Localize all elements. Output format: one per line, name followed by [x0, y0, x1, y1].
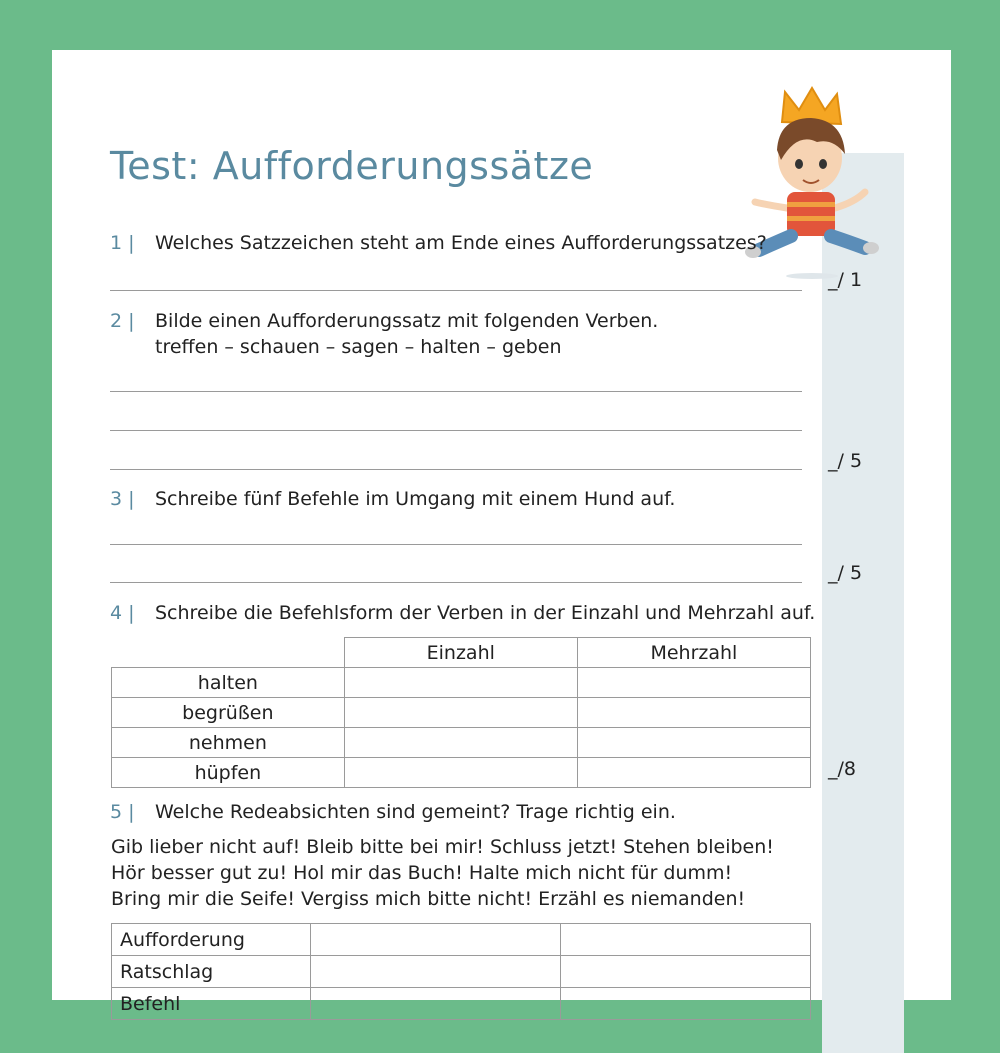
question-2-score: _/ 5 [828, 450, 863, 472]
intent-label: Aufforderung [112, 924, 311, 956]
table-row [112, 956, 811, 988]
question-2-text: Bilde einen Aufforderungssatz mit folgenden Verben. [155, 310, 659, 332]
table-row [112, 668, 811, 698]
question-4-number: 4 | [110, 602, 135, 624]
answer-cell[interactable] [344, 728, 577, 758]
answer-cell[interactable] [577, 668, 810, 698]
question-1-number: 1 | [110, 232, 135, 254]
answer-cell[interactable] [344, 758, 577, 788]
table-corner [112, 638, 345, 668]
question-2-verbs: treffen – schauen – sagen – halten – geben [155, 336, 562, 358]
question-4-text: Schreibe die Befehlsform der Verben in der Einzahl und Mehrzahl auf. [155, 602, 816, 624]
sentence-line: Bring mir die Seife! Vergiss mich bitte nicht! Erzähl es niemanden! [111, 888, 746, 910]
answer-cell[interactable] [577, 728, 810, 758]
intent-label: Befehl [112, 988, 311, 1020]
table-row [112, 758, 811, 788]
verb-cell: nehmen [112, 728, 345, 758]
question-1-score: _/ 1 [828, 269, 863, 291]
answer-cell[interactable] [577, 698, 810, 728]
answer-line[interactable] [110, 430, 802, 431]
worksheet-page [52, 50, 951, 1015]
answer-cell[interactable] [561, 988, 811, 1020]
answer-cell[interactable] [561, 924, 811, 956]
table-row [112, 698, 811, 728]
question-4-score: _/8 [828, 758, 856, 780]
speech-intent-table [111, 923, 811, 1020]
question-1-text: Welches Satzzeichen steht am Ende eines Aufforderungssatzes? [155, 232, 767, 254]
question-5-text: Welche Redeabsichten sind gemeint? Trage richtig ein. [155, 801, 676, 823]
example-sentences [111, 834, 774, 912]
table-row [112, 728, 811, 758]
verb-cell: halten [112, 668, 345, 698]
sentence-line: Hör besser gut zu! Hol mir das Buch! Halte mich nicht für dumm! [111, 862, 733, 884]
question-3-number: 3 | [110, 488, 135, 510]
verb-cell: hüpfen [112, 758, 345, 788]
answer-cell[interactable] [311, 924, 561, 956]
answer-cell[interactable] [344, 668, 577, 698]
intent-label: Ratschlag [112, 956, 311, 988]
answer-cell[interactable] [311, 956, 561, 988]
answer-line[interactable] [110, 469, 802, 470]
question-5-number: 5 | [110, 801, 135, 823]
sentence-line: Gib lieber nicht auf! Bleib bitte bei mir! Schluss jetzt! Stehen bleiben! [111, 836, 774, 858]
column-header-einzahl: Einzahl [344, 638, 577, 668]
question-2-number: 2 | [110, 310, 135, 332]
answer-cell[interactable] [311, 988, 561, 1020]
answer-line[interactable] [110, 582, 802, 583]
answer-cell[interactable] [561, 956, 811, 988]
page-title: Test: Aufforderungssätze [110, 144, 594, 188]
answer-line[interactable] [110, 290, 802, 291]
answer-line[interactable] [110, 391, 802, 392]
question-3-text: Schreibe fünf Befehle im Umgang mit einem Hund auf. [155, 488, 676, 510]
verb-cell: begrüßen [112, 698, 345, 728]
table-row [112, 988, 811, 1020]
question-3-score: _/ 5 [828, 562, 863, 584]
verb-form-table [111, 637, 811, 788]
column-header-mehrzahl: Mehrzahl [577, 638, 810, 668]
answer-cell[interactable] [577, 758, 810, 788]
table-row [112, 924, 811, 956]
answer-line[interactable] [110, 544, 802, 545]
answer-cell[interactable] [344, 698, 577, 728]
